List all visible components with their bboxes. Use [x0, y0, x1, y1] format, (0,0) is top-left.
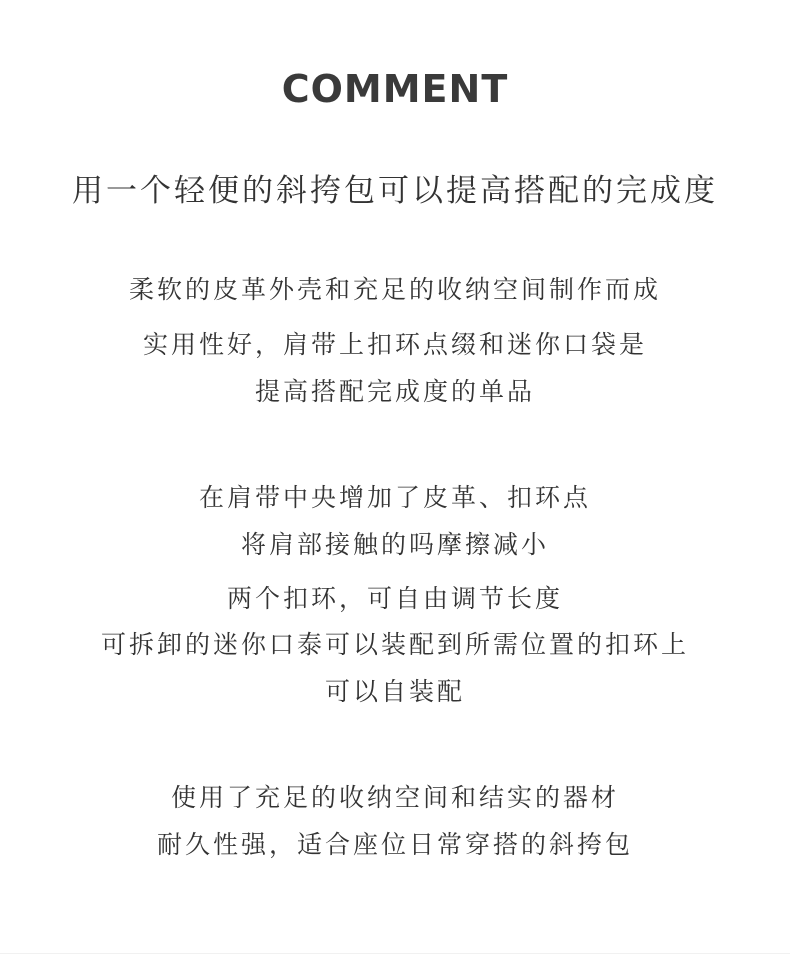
description-line: 柔软的皮革外壳和充足的收纳空间制作而成 — [128, 275, 661, 304]
description-line: 使用了充足的收纳空间和结实的器材 — [170, 783, 619, 812]
description-line: 提高搭配完成度的单品 — [254, 377, 535, 406]
description-line: 可拆卸的迷你口泰可以装配到所需位置的扣环上 — [100, 630, 689, 659]
description-line: 两个扣环，可自由调节长度 — [226, 584, 563, 613]
description-line: 可以自装配 — [324, 677, 465, 706]
page-subtitle: 用一个轻便的斜挎包可以提高搭配的完成度 — [72, 173, 718, 209]
page-title: COMMENT — [281, 67, 509, 111]
description-line: 在肩带中央增加了皮革、扣环点 — [198, 483, 591, 512]
description-line: 耐久性强，适合座位日常穿搭的斜挎包 — [156, 830, 633, 859]
bottom-divider — [0, 953, 790, 954]
description-line: 将肩部接触的吗摩擦减小 — [240, 530, 549, 559]
description-line: 实用性好，肩带上扣环点缀和迷你口袋是 — [142, 330, 647, 359]
